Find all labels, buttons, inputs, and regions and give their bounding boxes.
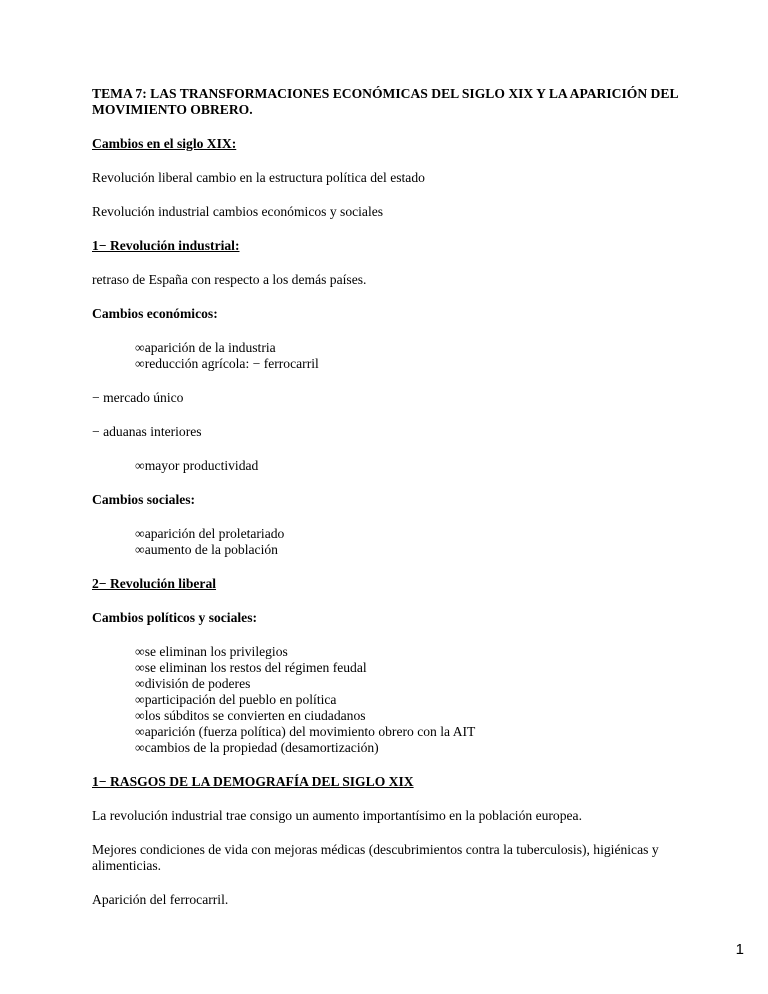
page-number: 1 [735, 941, 744, 958]
list-item: ∞mayor productividad [135, 458, 259, 473]
heading-demografia: 1− RASGOS DE LA DEMOGRAFÍA DEL SIGLO XIX [92, 774, 414, 789]
heading-cambios-sociales: Cambios sociales: [92, 492, 196, 507]
heading-cambios-economicos: Cambios económicos: [92, 306, 218, 321]
paragraph: retraso de España con respecto a los demás países. [92, 272, 367, 287]
heading-revolucion-industrial: 1− Revolución industrial: [92, 238, 240, 253]
paragraph: Revolución industrial cambios económicos y sociales [92, 204, 384, 219]
list-item: ∞cambios de la propiedad (desamortización) [135, 740, 379, 755]
list-item: ∞división de poderes [135, 676, 251, 691]
social-list [92, 526, 722, 558]
economic-list [92, 340, 722, 372]
paragraph: Mejores condiciones de vida con mejoras médicas (descubrimientos contra la tuberculosis), higiénicas y alimenticias. [92, 842, 659, 873]
paragraph: La revolución industrial trae consigo un aumento importantísimo en la población europea. [92, 808, 582, 823]
list-item: ∞se eliminan los restos del régimen feudal [135, 660, 367, 675]
list-item: ∞aparición del proletariado [135, 526, 285, 541]
list-item: ∞reducción agrícola: − ferrocarril [135, 356, 319, 371]
paragraph: − mercado único [92, 390, 184, 405]
list-item: ∞los súbditos se convierten en ciudadanos [135, 708, 366, 723]
list-item: ∞aumento de la población [135, 542, 278, 557]
document-title: TEMA 7: LAS TRANSFORMACIONES ECONÓMICAS DEL SIGLO XIX Y LA APARICIÓN DEL MOVIMIENTO OBRERO. [92, 86, 678, 117]
list-item: ∞aparición de la industria [135, 340, 276, 355]
list-item: ∞participación del pueblo en política [135, 692, 337, 707]
list-item: ∞aparición (fuerza política) del movimiento obrero con la AIT [135, 724, 476, 739]
economic-list-2 [92, 458, 722, 474]
document-page [92, 86, 722, 926]
heading-revolucion-liberal: 2− Revolución liberal [92, 576, 217, 591]
paragraph: − aduanas interiores [92, 424, 202, 439]
list-item: ∞se eliminan los privilegios [135, 644, 288, 659]
paragraph: Revolución liberal cambio en la estructura política del estado [92, 170, 425, 185]
heading-cambios-politicos: Cambios políticos y sociales: [92, 610, 258, 625]
paragraph: Aparición del ferrocarril. [92, 892, 229, 907]
political-list [92, 644, 722, 756]
heading-cambios-siglo-xix: Cambios en el siglo XIX: [92, 136, 237, 151]
